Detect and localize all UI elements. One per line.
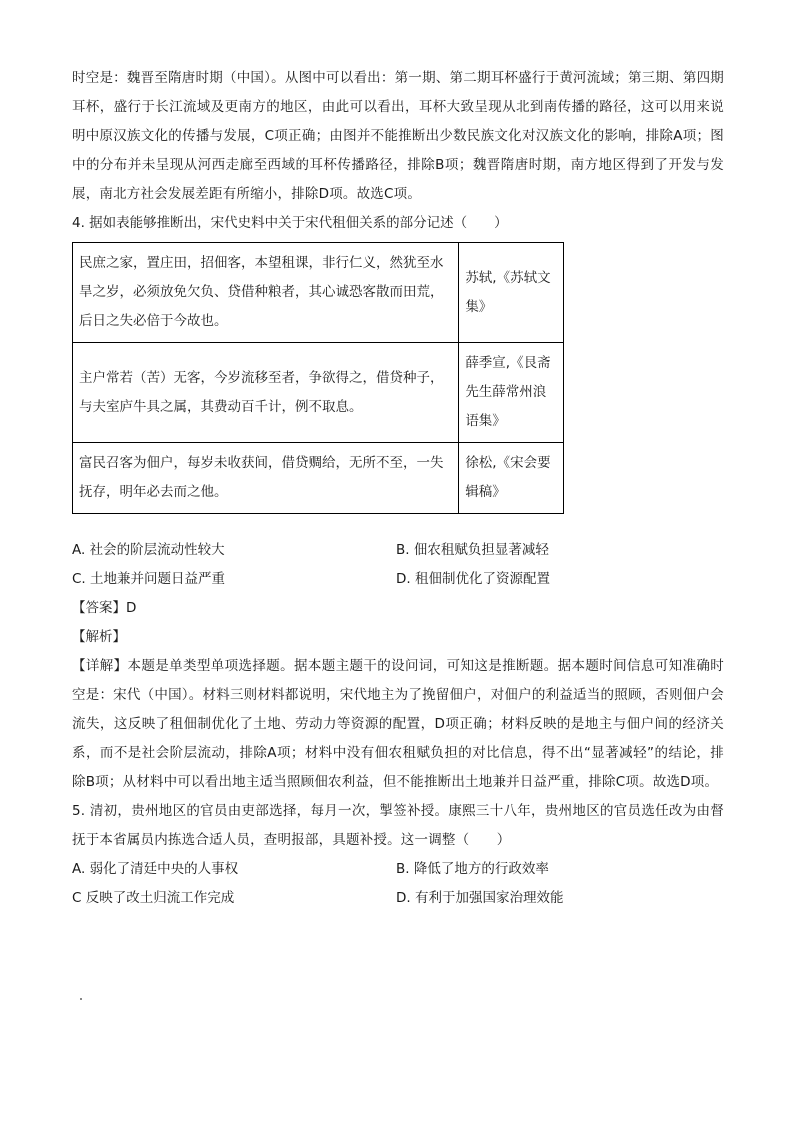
source-text: 富民召客为佃户，每岁未收获间，借贷赒给，无所不至，一失抚存，明年必去而之他。	[73, 443, 459, 514]
table-row	[73, 243, 564, 343]
source-text: 主户常若（苦）无客，今岁流移至者，争欲得之，借贷种子，与夫室庐牛具之属，其费动百千计，例不取息。	[73, 343, 459, 443]
q4-detail: 【详解】本题是单类型单项选择题。据本题主题干的设问词，可知这是推断题。据本题时间信息可知准确时空是：宋代（中国）。材料三则材料都说明，宋代地主为了挽留佃户，对佃户的利益适当的照顾，否则佃户会流失，这反映了租佃制优化了土地、劳动力等资源的配置，D项正确；材料反映的是地主与佃户间的经济关系，而不是社会阶层流动，排除A项；材料中没有佃农租赋负担的对比信息，得不出“显著减轻”的结论，排除B项；从材料中可以看出地主适当照顾佃农利益，但不能推断出土地兼并日益严重，排除C项。故选D项。	[72, 658, 724, 790]
option-d: D. 有利于加强国家治理效能	[396, 890, 564, 906]
table-row	[73, 343, 564, 443]
option-a: A. 弱化了清廷中央的人事权	[72, 861, 239, 877]
table-row	[73, 443, 564, 514]
q3-analysis-continued: 时空是：魏晋至隋唐时期（中国）。从图中可以看出：第一期、第二期耳杯盛行于黄河流域；第三期、第四期耳杯，盛行于长江流域及更南方的地区，由此可以看出，耳杯大致呈现从北到南传播的路径，这可以用来说明中原汉族文化的传播与发展，C项正确；由图并不能推断出少数民族文化对汉族文化的影响，排除A项；图中的分布并未呈现从河西走廊至西域的耳杯传播路径，排除B项；魏晋隋唐时期，南方地区得到了开发与发展，南北方社会发展差距有所缩小，排除D项。故选C项。	[72, 70, 724, 202]
option-c: C. 土地兼并问题日益严重	[72, 571, 226, 587]
option-d: D. 租佃制优化了资源配置	[396, 571, 550, 587]
q4-options	[72, 536, 724, 594]
stray-mark	[80, 998, 82, 1000]
q4-source-table	[72, 242, 564, 514]
option-c: C 反映了改土归流工作完成	[72, 890, 235, 906]
option-a: A. 社会的阶层流动性较大	[72, 542, 225, 558]
answer-label: 【答案】D	[72, 600, 137, 616]
source-citation: 苏轼,《苏轼文集》	[459, 243, 564, 343]
q5-options	[72, 855, 724, 913]
option-b: B. 佃农租赋负担显著减轻	[396, 542, 549, 558]
source-citation: 薛季宣,《艮斋先生薛常州浪语集》	[459, 343, 564, 443]
document-page	[72, 64, 724, 913]
q4-stem: 4. 据如表能够推断出，宋代史料中关于宋代租佃关系的部分记述（ ）	[72, 215, 508, 231]
analysis-label: 【解析】	[72, 629, 126, 645]
q5-stem: 5. 清初，贵州地区的官员由吏部选择，每月一次，掣签补授。康熙三十八年，贵州地区的官员选任改为由督抚于本省属员内拣选合适人员，查明报部，具题补授。这一调整（ ）	[72, 803, 724, 848]
source-citation: 徐松,《宋会要辑稿》	[459, 443, 564, 514]
source-text: 民庶之家，置庄田，招佃客，本望租课，非行仁义，然犹至水旱之岁，必须放免欠负、贷借种粮者，其心诚恐客散而田荒，后日之失必倍于今故也。	[73, 243, 459, 343]
option-b: B. 降低了地方的行政效率	[396, 861, 549, 877]
